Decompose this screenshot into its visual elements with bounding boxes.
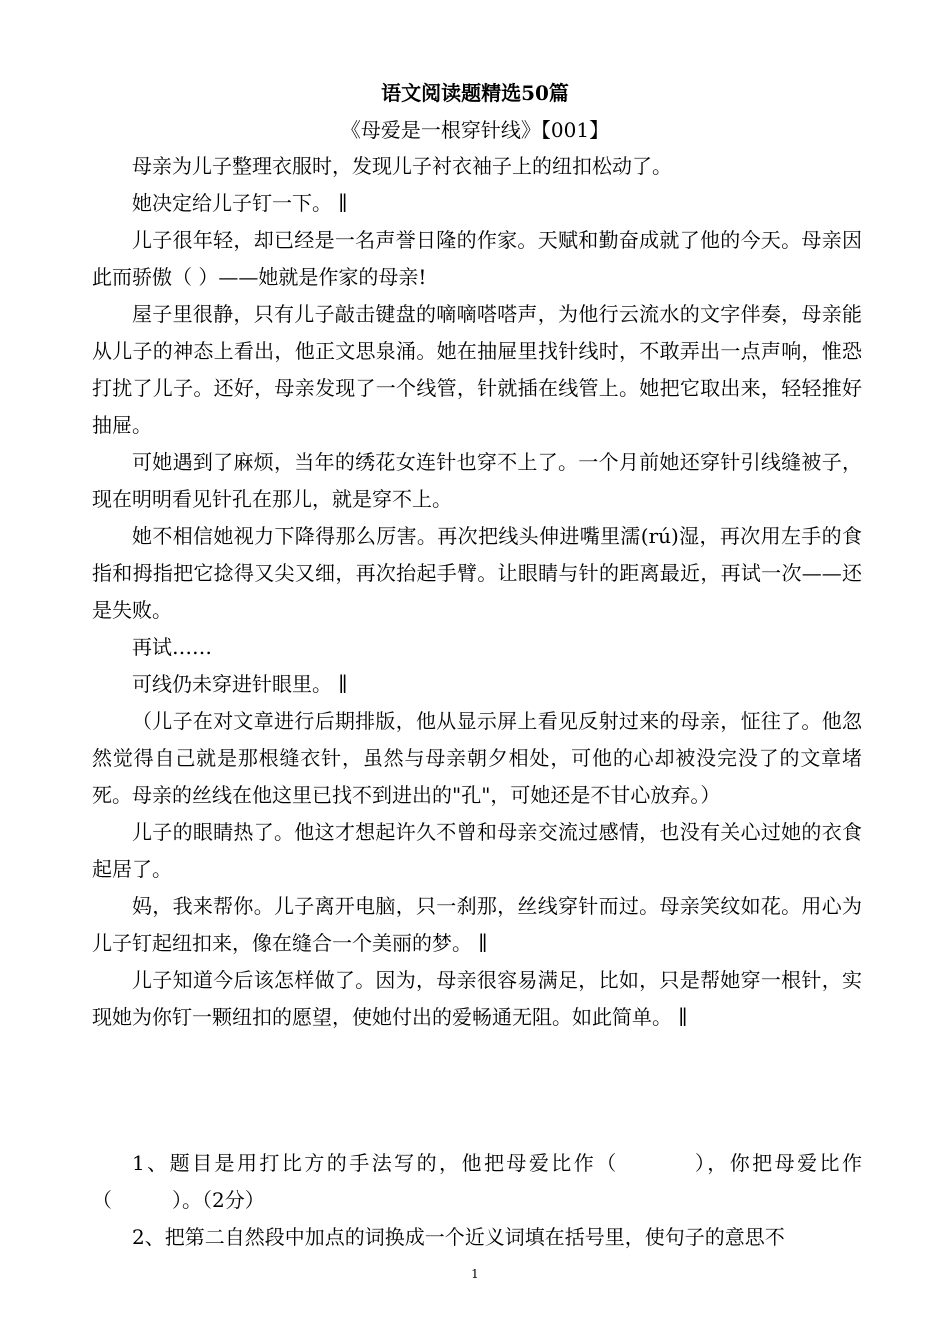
paragraph: 屋子里很静，只有儿子敲击键盘的嘀嘀嗒嗒声，为他行云流水的文字伴奏，母亲能从儿子的神态上看出，他正文思泉涌。她在抽屉里找针线时，不敢弄出一点声响，惟恐打扰了儿子。还好，母亲发现了一个线管，针就插在线管上。她把它取出来，轻轻推好抽屉。 <box>92 302 862 437</box>
paragraph: 可她遇到了麻烦，当年的绣花女连针也穿不上了。一个月前她还穿针引线缝被子，现在明明看见针孔在那儿，就是穿不上。 <box>92 450 862 511</box>
paragraph: 她决定给儿子钉一下。 ∥ <box>132 191 348 215</box>
page-number: 1 <box>471 1267 479 1281</box>
question-section <box>92 1145 862 1256</box>
paragraph: 可线仍未穿进针眼里。 ∥ <box>132 672 348 696</box>
paragraph: 儿子知道今后该怎样做了。因为，母亲很容易满足，比如，只是帮她穿一根针，实现她为你钉一颗纽扣的愿望，使她付出的爱畅通无阻。如此简单。 ∥ <box>92 968 862 1029</box>
question-item: 2、把第二自然段中加点的词换成一个近义词填在括号里，使句子的意思不 <box>132 1225 785 1249</box>
paragraph: 再试…… <box>132 635 212 659</box>
paragraph: （儿子在对文章进行后期排版，他从显示屏上看见反射过来的母亲，怔往了。他忽然觉得自己就是那根缝衣针，虽然与母亲朝夕相处，可他的心却被没完没了的文章堵死。母亲的丝线在他这里已找不到进出的"孔"，可她还是不甘心放弃。） <box>92 709 862 807</box>
paragraph: 母亲为儿子整理衣服时，发现儿子衬衣袖子上的纽扣松动了。 <box>132 154 672 178</box>
paragraph: 儿子很年轻，却已经是一名声誉日隆的作家。天赋和勤奋成就了他的今天。母亲因此而骄傲（ ）——她就是作家的母亲! <box>92 228 862 289</box>
paragraph: 儿子的眼睛热了。他这才想起许久不曾和母亲交流过感情，也没有关心过她的衣食起居了。 <box>92 820 862 881</box>
article-body <box>92 148 862 1036</box>
paragraph: 她不相信她视力下降得那么厉害。再次把线头伸进嘴里濡(rú)湿，再次用左手的食指和拇指把它捻得又尖又细，再次抬起手臂。让眼睛与针的距离最近，再试一次——还是失败。 <box>92 524 862 622</box>
question-item: 1、题目是用打比方的手法写的，他把母爱比作（ ），你把母爱比作（ ）。（2分） <box>92 1151 862 1212</box>
article-title: 《母爱是一根穿针线》【001】 <box>340 118 610 142</box>
document-title: 语文阅读题精选50篇 <box>381 81 569 105</box>
paragraph: 妈，我来帮你。儿子离开电脑，只一刹那，丝线穿针而过。母亲笑纹如花。用心为儿子钉起纽扣来，像在缝合一个美丽的梦。 ∥ <box>92 894 862 955</box>
